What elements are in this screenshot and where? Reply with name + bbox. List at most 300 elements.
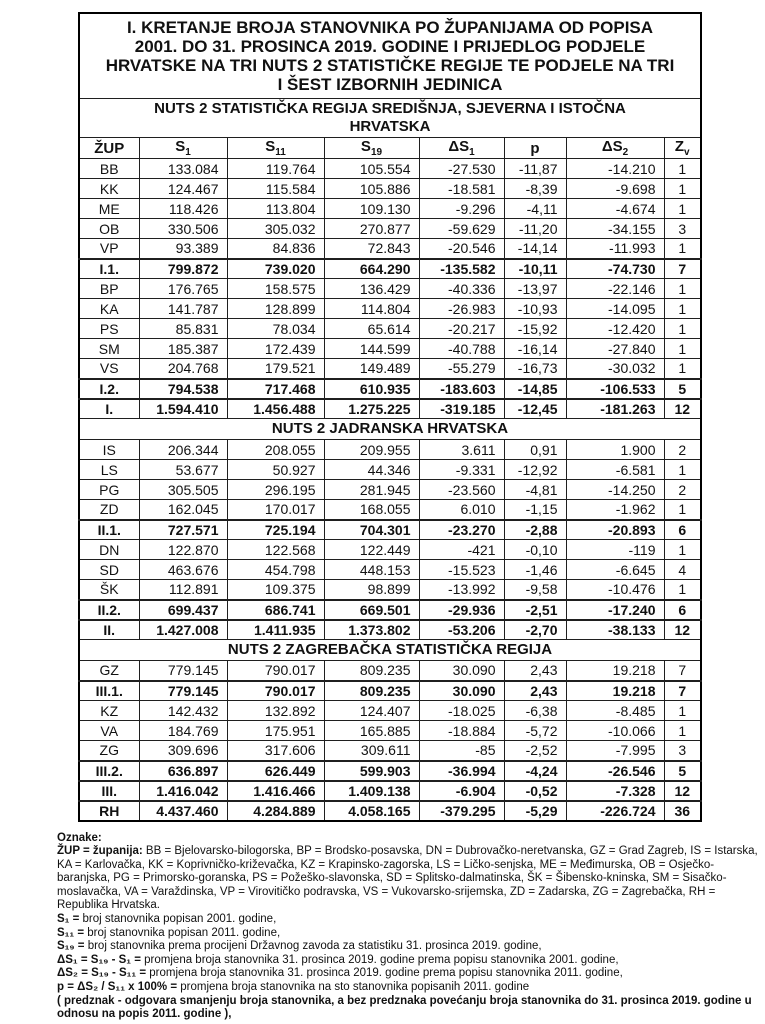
table-row bbox=[79, 480, 701, 500]
table-cell: -9.331 bbox=[419, 460, 504, 480]
table-row bbox=[79, 580, 701, 600]
table-cell: -74.730 bbox=[566, 259, 664, 279]
table-row bbox=[79, 199, 701, 219]
table-cell: -14,85 bbox=[504, 379, 566, 399]
county-code-cell: IS bbox=[79, 440, 139, 460]
summary-row bbox=[79, 801, 701, 821]
table-cell: 664.290 bbox=[324, 259, 419, 279]
table-cell: 1 bbox=[664, 701, 701, 721]
table-cell: 133.084 bbox=[139, 159, 227, 179]
table-cell: -38.133 bbox=[566, 620, 664, 640]
table-row bbox=[79, 239, 701, 259]
table-cell: 1.409.138 bbox=[324, 781, 419, 801]
table-cell: -181.263 bbox=[566, 399, 664, 419]
table-cell: -53.206 bbox=[419, 620, 504, 640]
column-header: p bbox=[504, 138, 566, 159]
column-header: $S_{19}$ bbox=[324, 138, 419, 159]
table-cell: -5,29 bbox=[504, 801, 566, 821]
county-code-cell: III. bbox=[79, 781, 139, 801]
table-cell: 109.375 bbox=[227, 580, 324, 600]
table-cell: 779.145 bbox=[139, 661, 227, 681]
table-cell: 132.892 bbox=[227, 701, 324, 721]
table-cell: -0,52 bbox=[504, 781, 566, 801]
table-row bbox=[79, 359, 701, 379]
summary-row bbox=[79, 781, 701, 801]
table-cell: -11.993 bbox=[566, 239, 664, 259]
table-cell: 176.765 bbox=[139, 279, 227, 299]
document-title: I. KRETANJE BROJA STANOVNIKA PO ŽUPANIJAMA OD POPISA 2001. DO 31. PROSINCA 2019. GODINE I PRIJEDLOG PODJELE HRVATSKE NA TRI NUTS 2 STATISTIČKE REGIJE TE PODJELE NA TRI I ŠEST IZBORNIH JEDINICA bbox=[79, 13, 701, 99]
footnote-line: S₁ = broj stanovnika popisan 2001. godine, bbox=[57, 913, 277, 926]
table-cell: 122.568 bbox=[227, 540, 324, 560]
county-code-cell: III.2. bbox=[79, 761, 139, 781]
table-cell: 204.768 bbox=[139, 359, 227, 379]
table-cell: 1 bbox=[664, 339, 701, 359]
table-cell: 7 bbox=[664, 681, 701, 701]
column-header: $\Delta S_2$ bbox=[566, 138, 664, 159]
table-cell: -27.840 bbox=[566, 339, 664, 359]
county-code-cell: LS bbox=[79, 460, 139, 480]
table-cell: 2,43 bbox=[504, 661, 566, 681]
county-code-cell: VP bbox=[79, 239, 139, 259]
table-cell: -421 bbox=[419, 540, 504, 560]
table-cell: 179.521 bbox=[227, 359, 324, 379]
table-row bbox=[79, 440, 701, 460]
table-cell: 1 bbox=[664, 239, 701, 259]
table-cell: -14,14 bbox=[504, 239, 566, 259]
table-cell: -13,97 bbox=[504, 279, 566, 299]
table-cell: 1 bbox=[664, 299, 701, 319]
table-cell: 704.301 bbox=[324, 520, 419, 540]
table-cell: 794.538 bbox=[139, 379, 227, 399]
table-cell: -6.645 bbox=[566, 560, 664, 580]
table-cell: -14.250 bbox=[566, 480, 664, 500]
table-row bbox=[79, 339, 701, 359]
column-header: $Z_v$ bbox=[664, 138, 701, 159]
county-code-cell: VS bbox=[79, 359, 139, 379]
table-cell: 30.090 bbox=[419, 681, 504, 701]
county-code-cell: I. bbox=[79, 399, 139, 419]
table-cell: 296.195 bbox=[227, 480, 324, 500]
table-cell: 184.769 bbox=[139, 721, 227, 741]
table-cell: 172.439 bbox=[227, 339, 324, 359]
county-code-cell: PS bbox=[79, 319, 139, 339]
table-cell: -30.032 bbox=[566, 359, 664, 379]
table-cell: 309.611 bbox=[324, 741, 419, 761]
summary-row bbox=[79, 600, 701, 620]
table-cell: -20.546 bbox=[419, 239, 504, 259]
table-cell: -10,11 bbox=[504, 259, 566, 279]
table-cell: 1.411.935 bbox=[227, 620, 324, 640]
table-cell: 1 bbox=[664, 279, 701, 299]
section-header: NUTS 2 JADRANSKA HRVATSKA bbox=[79, 419, 701, 440]
table-cell: 185.387 bbox=[139, 339, 227, 359]
table-cell: 206.344 bbox=[139, 440, 227, 460]
table-cell: 175.951 bbox=[227, 721, 324, 741]
summary-row bbox=[79, 620, 701, 640]
table-cell: 65.614 bbox=[324, 319, 419, 339]
table-cell: -15.523 bbox=[419, 560, 504, 580]
table-cell: -6,38 bbox=[504, 701, 566, 721]
table-cell: 12 bbox=[664, 620, 701, 640]
county-code-cell: SM bbox=[79, 339, 139, 359]
table-row bbox=[79, 540, 701, 560]
population-table bbox=[78, 12, 702, 822]
table-row bbox=[79, 460, 701, 480]
table-cell: 12 bbox=[664, 781, 701, 801]
table-cell: 112.891 bbox=[139, 580, 227, 600]
table-cell: 209.955 bbox=[324, 440, 419, 460]
column-header: $S_{11}$ bbox=[227, 138, 324, 159]
table-cell: 309.696 bbox=[139, 741, 227, 761]
table-row bbox=[79, 661, 701, 681]
table-cell: 6.010 bbox=[419, 500, 504, 520]
table-cell: 1.456.488 bbox=[227, 399, 324, 419]
table-cell: -23.560 bbox=[419, 480, 504, 500]
table-cell: 270.877 bbox=[324, 219, 419, 239]
section-header-row bbox=[79, 99, 701, 138]
table-cell: -18.581 bbox=[419, 179, 504, 199]
table-cell: -55.279 bbox=[419, 359, 504, 379]
table-cell: -119 bbox=[566, 540, 664, 560]
table-cell: 53.677 bbox=[139, 460, 227, 480]
table-cell: 5 bbox=[664, 379, 701, 399]
table-cell: -4,81 bbox=[504, 480, 566, 500]
county-code-cell: KK bbox=[79, 179, 139, 199]
table-cell: -226.724 bbox=[566, 801, 664, 821]
summary-row bbox=[79, 399, 701, 419]
table-cell: -20.217 bbox=[419, 319, 504, 339]
section-header: NUTS 2 STATISTIČKA REGIJA SREDIŠNJA, SJEVERNA I ISTOČNA HRVATSKA bbox=[79, 99, 701, 138]
table-cell: -29.936 bbox=[419, 600, 504, 620]
table-cell: -18.884 bbox=[419, 721, 504, 741]
table-cell: 115.584 bbox=[227, 179, 324, 199]
table-cell: 113.804 bbox=[227, 199, 324, 219]
table-cell: 118.426 bbox=[139, 199, 227, 219]
table-cell: -22.146 bbox=[566, 279, 664, 299]
table-cell: 4.437.460 bbox=[139, 801, 227, 821]
table-cell: 448.153 bbox=[324, 560, 419, 580]
table-cell: 1 bbox=[664, 460, 701, 480]
county-code-cell: ZD bbox=[79, 500, 139, 520]
table-cell: 168.055 bbox=[324, 500, 419, 520]
table-cell: -10,93 bbox=[504, 299, 566, 319]
table-cell: 158.575 bbox=[227, 279, 324, 299]
table-cell: 144.599 bbox=[324, 339, 419, 359]
table-cell: 1 bbox=[664, 500, 701, 520]
table-cell: 122.449 bbox=[324, 540, 419, 560]
table-cell: -20.893 bbox=[566, 520, 664, 540]
table-cell: 599.903 bbox=[324, 761, 419, 781]
table-cell: 142.432 bbox=[139, 701, 227, 721]
table-cell: 3.611 bbox=[419, 440, 504, 460]
table-cell: -4.674 bbox=[566, 199, 664, 219]
county-code-cell: ŠK bbox=[79, 580, 139, 600]
table-cell: -36.994 bbox=[419, 761, 504, 781]
summary-row bbox=[79, 259, 701, 279]
table-cell: 1 bbox=[664, 319, 701, 339]
table-cell: -16,14 bbox=[504, 339, 566, 359]
summary-row bbox=[79, 379, 701, 399]
county-code-cell: SD bbox=[79, 560, 139, 580]
county-code-cell: III.1. bbox=[79, 681, 139, 701]
table-cell: 779.145 bbox=[139, 681, 227, 701]
table-cell: 162.045 bbox=[139, 500, 227, 520]
table-cell: 727.571 bbox=[139, 520, 227, 540]
table-cell: 0,91 bbox=[504, 440, 566, 460]
table-cell: 208.055 bbox=[227, 440, 324, 460]
table-cell: -2,70 bbox=[504, 620, 566, 640]
table-cell: -40.336 bbox=[419, 279, 504, 299]
table-cell: 4 bbox=[664, 560, 701, 580]
table-cell: 105.886 bbox=[324, 179, 419, 199]
table-cell: 19.218 bbox=[566, 661, 664, 681]
table-cell: -6.581 bbox=[566, 460, 664, 480]
table-cell: 6 bbox=[664, 520, 701, 540]
table-cell: 122.870 bbox=[139, 540, 227, 560]
table-cell: -1,15 bbox=[504, 500, 566, 520]
table-row bbox=[79, 159, 701, 179]
table-cell: -1.962 bbox=[566, 500, 664, 520]
table-row bbox=[79, 500, 701, 520]
county-code-cell: DN bbox=[79, 540, 139, 560]
footnote-line: ŽUP = županija: BB = Bjelovarsko-bilogorska, BP = Brodsko-posavska, DN = Dubrovačko-neretvanska, GZ = Grad Zagreb, IS = Istarska, KA = Karlovačka, KK = Koprivničko-križevačka, KZ = Krapinsko-zagorska, LS = Ličko-senjska, ME = Međimurska, OB = Osječko-baranjska, PG = Primorsko-goranska, PS = Požeško-slavonska, SD = Splitsko-dalmatinska, ŠK = Šibensko-kninska, SM = Sisačko-moslavačka, VA = Varaždinska, VP = Virovitičko podravska, VS = Vukovarsko-srijemska, ZD = Zadarska, ZG = Zagrebačka, RH = Republika Hrvatska. bbox=[57, 845, 758, 912]
footnote-line: ( predznak - odgovara smanjenju broja stanovnika, a bez predznaka povećanju broja stanovnika do 31. prosinca 2019. godine u odnosu na popis 2011. godine ), bbox=[57, 994, 752, 1021]
table-cell: 149.489 bbox=[324, 359, 419, 379]
county-code-cell: I.1. bbox=[79, 259, 139, 279]
table-cell: -11,20 bbox=[504, 219, 566, 239]
table-cell: -14.210 bbox=[566, 159, 664, 179]
table-cell: 809.235 bbox=[324, 681, 419, 701]
table-cell: 1.373.802 bbox=[324, 620, 419, 640]
county-code-cell: KZ bbox=[79, 701, 139, 721]
table-row bbox=[79, 741, 701, 761]
table-cell: 105.554 bbox=[324, 159, 419, 179]
table-cell: 1.416.466 bbox=[227, 781, 324, 801]
table-cell: 7 bbox=[664, 259, 701, 279]
table-cell: -4,24 bbox=[504, 761, 566, 781]
table-cell: -0,10 bbox=[504, 540, 566, 560]
summary-row bbox=[79, 761, 701, 781]
table-cell: 85.831 bbox=[139, 319, 227, 339]
table-cell: 124.407 bbox=[324, 701, 419, 721]
county-code-cell: ZG bbox=[79, 741, 139, 761]
table-row bbox=[79, 219, 701, 239]
table-cell: 12 bbox=[664, 399, 701, 419]
table-cell: 4.284.889 bbox=[227, 801, 324, 821]
table-cell: 1 bbox=[664, 580, 701, 600]
table-cell: 454.798 bbox=[227, 560, 324, 580]
table-cell: -12,45 bbox=[504, 399, 566, 419]
summary-row bbox=[79, 520, 701, 540]
table-cell: 114.804 bbox=[324, 299, 419, 319]
table-cell: -9.698 bbox=[566, 179, 664, 199]
table-cell: 686.741 bbox=[227, 600, 324, 620]
table-cell: -14.095 bbox=[566, 299, 664, 319]
table-cell: -319.185 bbox=[419, 399, 504, 419]
county-code-cell: BB bbox=[79, 159, 139, 179]
table-cell: 7 bbox=[664, 661, 701, 681]
table-cell: 2 bbox=[664, 440, 701, 460]
table-cell: 98.899 bbox=[324, 580, 419, 600]
table-row bbox=[79, 179, 701, 199]
table-cell: 305.032 bbox=[227, 219, 324, 239]
county-code-cell: OB bbox=[79, 219, 139, 239]
table-cell: 19.218 bbox=[566, 681, 664, 701]
table-cell: 170.017 bbox=[227, 500, 324, 520]
table-cell: -379.295 bbox=[419, 801, 504, 821]
table-cell: 799.872 bbox=[139, 259, 227, 279]
table-cell: 669.501 bbox=[324, 600, 419, 620]
table-cell: -2,88 bbox=[504, 520, 566, 540]
footnote-line: S₁₉ = broj stanovnika prema procijeni Državnog zavoda za statistiku 31. prosinca 2019. godine, bbox=[57, 940, 542, 953]
county-code-cell: GZ bbox=[79, 661, 139, 681]
table-cell: 1 bbox=[664, 540, 701, 560]
column-header: $\Delta S_1$ bbox=[419, 138, 504, 159]
table-cell: 1.416.042 bbox=[139, 781, 227, 801]
footnote-line: p = ΔS₂ / S₁₁ x 100% = promjena broja stanovnika na sto stanovnika popisanih 2011. godine bbox=[57, 981, 530, 994]
table-cell: 136.429 bbox=[324, 279, 419, 299]
county-code-cell: KA bbox=[79, 299, 139, 319]
footnote-line: S₁₁ = broj stanovnika popisan 2011. godine, bbox=[57, 926, 281, 939]
table-cell: 626.449 bbox=[227, 761, 324, 781]
county-code-cell: VA bbox=[79, 721, 139, 741]
county-code-cell: BP bbox=[79, 279, 139, 299]
county-code-cell: II. bbox=[79, 620, 139, 640]
table-cell: 790.017 bbox=[227, 661, 324, 681]
table-cell: -16,73 bbox=[504, 359, 566, 379]
table-cell: -85 bbox=[419, 741, 504, 761]
table-cell: 124.467 bbox=[139, 179, 227, 199]
county-code-cell: II.2. bbox=[79, 600, 139, 620]
table-cell: 725.194 bbox=[227, 520, 324, 540]
table-cell: 50.927 bbox=[227, 460, 324, 480]
table-cell: 809.235 bbox=[324, 661, 419, 681]
table-cell: -7.995 bbox=[566, 741, 664, 761]
table-cell: -2,52 bbox=[504, 741, 566, 761]
table-cell: -1,46 bbox=[504, 560, 566, 580]
table-cell: 3 bbox=[664, 219, 701, 239]
table-cell: 636.897 bbox=[139, 761, 227, 781]
table-cell: 1.427.008 bbox=[139, 620, 227, 640]
table-row bbox=[79, 299, 701, 319]
table-cell: -59.629 bbox=[419, 219, 504, 239]
section-header: NUTS 2 ZAGREBAČKA STATISTIČKA REGIJA bbox=[79, 640, 701, 661]
table-cell: 790.017 bbox=[227, 681, 324, 701]
table-cell: 36 bbox=[664, 801, 701, 821]
table-cell: 463.676 bbox=[139, 560, 227, 580]
table-cell: -26.546 bbox=[566, 761, 664, 781]
summary-row bbox=[79, 681, 701, 701]
table-cell: 717.468 bbox=[227, 379, 324, 399]
county-code-cell: I.2. bbox=[79, 379, 139, 399]
table-cell: 93.389 bbox=[139, 239, 227, 259]
table-cell: -27.530 bbox=[419, 159, 504, 179]
table-cell: 141.787 bbox=[139, 299, 227, 319]
table-cell: 4.058.165 bbox=[324, 801, 419, 821]
table-cell: -135.582 bbox=[419, 259, 504, 279]
county-code-cell: ME bbox=[79, 199, 139, 219]
county-code-cell: PG bbox=[79, 480, 139, 500]
table-cell: -9.296 bbox=[419, 199, 504, 219]
table-row bbox=[79, 721, 701, 741]
table-cell: -18.025 bbox=[419, 701, 504, 721]
table-cell: -4,11 bbox=[504, 199, 566, 219]
table-cell: 78.034 bbox=[227, 319, 324, 339]
county-code-cell: II.1. bbox=[79, 520, 139, 540]
table-cell: -12,92 bbox=[504, 460, 566, 480]
table-cell: -40.788 bbox=[419, 339, 504, 359]
table-cell: 2,43 bbox=[504, 681, 566, 701]
table-cell: -10.066 bbox=[566, 721, 664, 741]
table-cell: 699.437 bbox=[139, 600, 227, 620]
table-cell: 44.346 bbox=[324, 460, 419, 480]
table-cell: -8.485 bbox=[566, 701, 664, 721]
table-cell: 84.836 bbox=[227, 239, 324, 259]
table-cell: 1 bbox=[664, 721, 701, 741]
table-cell: 305.505 bbox=[139, 480, 227, 500]
table-row bbox=[79, 279, 701, 299]
table-cell: -11,87 bbox=[504, 159, 566, 179]
footnote-line: ΔS₁ = S₁₉ - S₁ = promjena broja stanovnika 31. prosinca 2019. godine prema popisu stanovnika 2001. godine, bbox=[57, 953, 619, 966]
table-cell: -13.992 bbox=[419, 580, 504, 600]
table-cell: 5 bbox=[664, 761, 701, 781]
table-cell: -6.904 bbox=[419, 781, 504, 801]
column-header-row bbox=[79, 138, 701, 159]
county-code-cell: RH bbox=[79, 801, 139, 821]
table-cell: -5,72 bbox=[504, 721, 566, 741]
table-cell: 30.090 bbox=[419, 661, 504, 681]
table-cell: -23.270 bbox=[419, 520, 504, 540]
table-cell: 330.506 bbox=[139, 219, 227, 239]
table-cell: -17.240 bbox=[566, 600, 664, 620]
title-row bbox=[79, 13, 701, 99]
table-cell: 6 bbox=[664, 600, 701, 620]
table-cell: 281.945 bbox=[324, 480, 419, 500]
table-cell: 1.900 bbox=[566, 440, 664, 460]
footnotes bbox=[57, 832, 762, 1022]
footnote-line: Oznake: bbox=[57, 831, 102, 844]
table-row bbox=[79, 319, 701, 339]
table-cell: -2,51 bbox=[504, 600, 566, 620]
table-cell: 165.885 bbox=[324, 721, 419, 741]
table-cell: 3 bbox=[664, 741, 701, 761]
table-cell: -8,39 bbox=[504, 179, 566, 199]
table-cell: 109.130 bbox=[324, 199, 419, 219]
table-cell: -12.420 bbox=[566, 319, 664, 339]
table-cell: 1 bbox=[664, 199, 701, 219]
table-cell: -183.603 bbox=[419, 379, 504, 399]
table-cell: -34.155 bbox=[566, 219, 664, 239]
table-cell: 72.843 bbox=[324, 239, 419, 259]
table-cell: 317.606 bbox=[227, 741, 324, 761]
table-cell: -7.328 bbox=[566, 781, 664, 801]
table-row bbox=[79, 701, 701, 721]
footnote-line: ΔS₂ = S₁₉ - S₁₁ = promjena broja stanovnika 31. prosinca 2019. godine prema popisu stanovnika 2011. godine, bbox=[57, 967, 623, 980]
table-cell: -26.983 bbox=[419, 299, 504, 319]
table-cell: -106.533 bbox=[566, 379, 664, 399]
table-cell: 128.899 bbox=[227, 299, 324, 319]
table-row bbox=[79, 560, 701, 580]
section-header-row bbox=[79, 419, 701, 440]
table-cell: -9,58 bbox=[504, 580, 566, 600]
table-cell: -15,92 bbox=[504, 319, 566, 339]
table-cell: 1 bbox=[664, 359, 701, 379]
table-cell: -10.476 bbox=[566, 580, 664, 600]
table-cell: 1 bbox=[664, 179, 701, 199]
table-cell: 1.275.225 bbox=[324, 399, 419, 419]
table-cell: 739.020 bbox=[227, 259, 324, 279]
table-cell: 2 bbox=[664, 480, 701, 500]
